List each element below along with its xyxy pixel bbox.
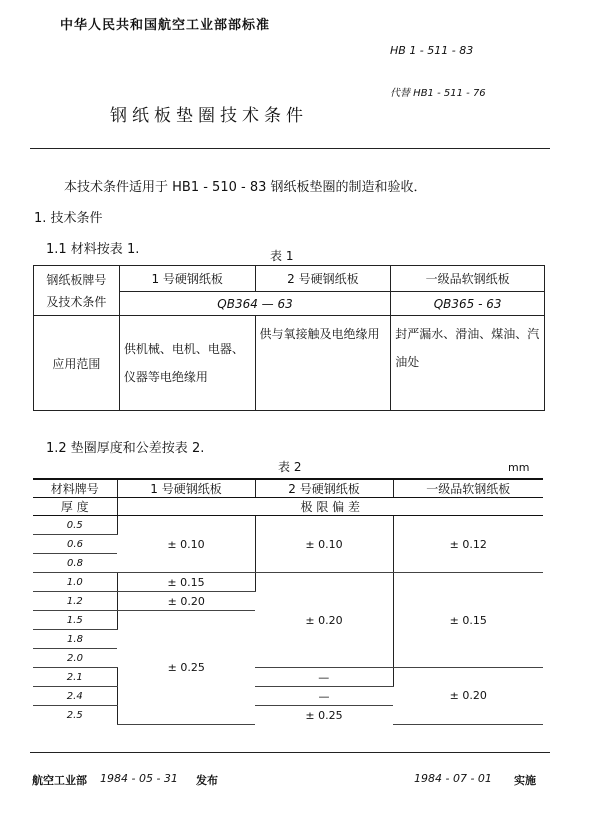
tol-col1: ± 0.15 xyxy=(117,573,255,592)
subsection-1-2: 1.2 垫圈厚度和公差按表 2. xyxy=(46,441,205,456)
thickness-cell: 2.4 xyxy=(33,687,117,706)
table1-rowhead-material: 钢纸板牌号 及技术条件 xyxy=(34,266,120,316)
effective-date: 1984 - 07 - 01 xyxy=(414,772,492,785)
thickness-cell: 0.8 xyxy=(33,554,117,573)
table1-col-3: 一级品软钢纸板 xyxy=(391,266,545,292)
authority-title: 中华人民共和国航空工业部部标准 xyxy=(60,18,271,33)
table2-thickness-label: 厚 度 xyxy=(33,498,117,516)
thickness-cell: 1.8 xyxy=(33,630,117,649)
section-1-heading: 1. 技术条件 xyxy=(34,211,103,226)
standard-code: HB 1 - 511 - 83 xyxy=(390,44,474,57)
thickness-cell: 2.5 xyxy=(33,706,117,725)
table2-header-col1: 1 号硬钢纸板 xyxy=(117,479,255,498)
tol-col2: ± 0.10 xyxy=(255,516,393,573)
document-title: 钢纸板垫圈技术条件 xyxy=(110,106,308,126)
tol-col3: ± 0.12 xyxy=(393,516,543,573)
table2-header-col2: 2 号硬钢纸板 xyxy=(255,479,393,498)
thickness-cell: 1.0 xyxy=(33,573,117,592)
tol-col1: ± 0.20 xyxy=(117,592,255,611)
table1-usage-2: 供与氧接触及电绝缘用 xyxy=(255,316,391,411)
tol-col2: ± 0.25 xyxy=(305,708,343,722)
tol-col2: — xyxy=(255,668,393,687)
issue-date: 1984 - 05 - 31 xyxy=(100,772,178,785)
tol-col1: ± 0.25 xyxy=(117,611,255,725)
table2-unit: mm xyxy=(508,461,530,474)
header-divider xyxy=(30,148,550,149)
table1-col-2: 2 号硬钢纸板 xyxy=(255,266,391,292)
thickness-cell: 0.5 xyxy=(33,516,117,535)
issue-label: 发布 xyxy=(196,774,218,787)
table1-usage-1: 供机械、电机、电器、仪器等电绝缘用 xyxy=(119,316,255,411)
intro-paragraph: 本技术条件适用于 HB1 - 510 - 83 钢纸板垫圈的制造和验收． xyxy=(64,180,427,195)
table2-header-material: 材料牌号 xyxy=(33,479,117,498)
replaces-code: 代替 HB1 - 511 - 76 xyxy=(390,88,486,99)
tol-col1: ± 0.10 xyxy=(117,516,255,573)
tol-col3: ± 0.20 xyxy=(393,668,543,725)
thickness-cell: 1.2 xyxy=(33,592,117,611)
subsection-1-1: 1.1 材料按表 1. xyxy=(46,242,140,257)
effective-label: 实施 xyxy=(514,774,536,787)
material-table xyxy=(33,265,545,411)
table2-caption: 表 2 xyxy=(278,460,302,474)
thickness-cell: 0.6 xyxy=(33,535,117,554)
table1-rowhead-usage: 应用范围 xyxy=(34,316,120,411)
table2-header-col3: 一级品软钢纸板 xyxy=(393,479,543,498)
table1-std-1: QB364 — 63 xyxy=(119,292,390,316)
table1-usage-3: 封严漏水、滑油、煤油、汽油处 xyxy=(391,316,545,411)
thickness-cell: 2.1 xyxy=(33,668,117,687)
footer-divider xyxy=(30,752,550,753)
tol-col2: — xyxy=(255,687,393,706)
table2-tolerance-label: 极 限 偏 差 xyxy=(117,498,543,516)
table1-caption: 表 1 xyxy=(270,249,294,263)
table1-std-2: QB365 - 63 xyxy=(391,292,545,316)
table1-col-1: 1 号硬钢纸板 xyxy=(119,266,255,292)
issuer: 航空工业部 xyxy=(32,774,87,787)
thickness-cell: 2.0 xyxy=(33,649,117,668)
tolerance-table xyxy=(33,478,543,725)
thickness-cell: 1.5 xyxy=(33,611,117,630)
tol-col2: ± 0.20 xyxy=(255,573,393,668)
tol-col3: ± 0.15 xyxy=(393,573,543,668)
